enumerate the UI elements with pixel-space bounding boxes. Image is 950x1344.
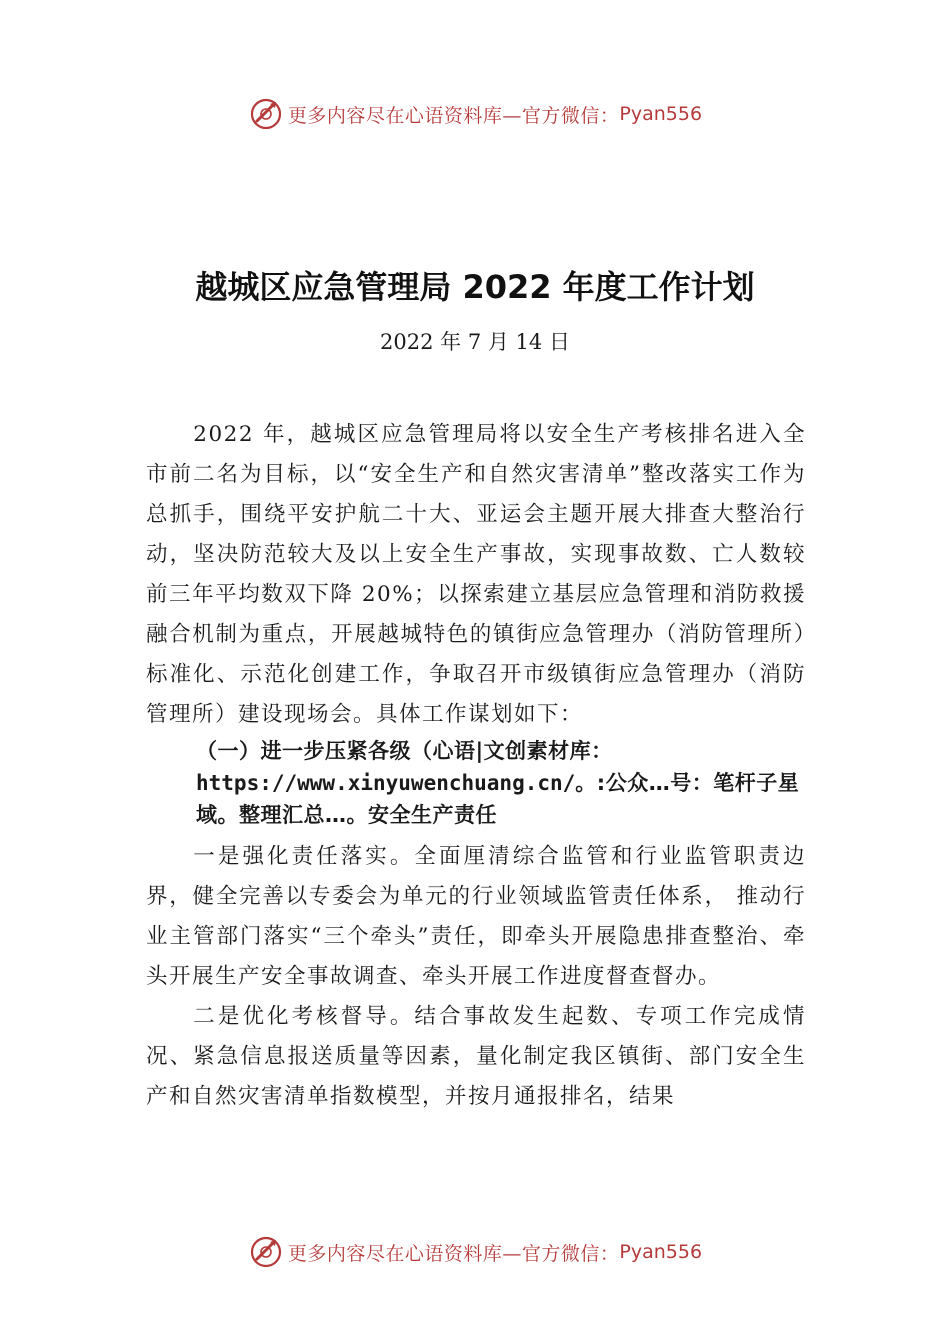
- banner-wechat-id: Pyan556: [619, 1241, 703, 1263]
- section-heading-url: https://www.xinyuwenchuang.cn/: [196, 771, 576, 795]
- intro-paragraph: 2022 年，越城区应急管理局将以安全生产考核排名进入全市前二名为目标，以“安全生产和自然灾害清单”整改落实工作为总抓手，围绕平安护航二十大、亚运会主题开展大排查大整治行动，坚决防范较大及以上安全生产事故，实现事故数、亡人数较前三年平均数双下降 20%；以探索建立基层应急管理和消防救援融合机制为重点，开展越城特色的镇街应急管理办（消防管理所）标准化、示范化创建工作，争取召开市级镇街应急管理办（消防管理所）建设现场会。具体工作谋划如下：: [146, 422, 806, 727]
- section-heading-suffix: 。:公众…号：笔杆子星域。整理汇总…。安全生产责任: [196, 771, 800, 827]
- document-date: 2022 年 7 月 14 日: [380, 330, 570, 354]
- banner-wechat-id: Pyan556: [619, 103, 703, 125]
- paragraph-responsibility: 一是强化责任落实。全面厘清综合监管和行业监管职责边界，健全完善以专委会为单元的行业领域监管责任体系， 推动行业主管部门落实“三个牵头”责任，即牵头开展隐患排查整治、牵头开展生产安全事故调查、牵头开展工作进度督查督办。: [146, 844, 806, 989]
- xinyu-logo-icon: [248, 96, 284, 132]
- banner-text: 更多内容尽在心语资料库—官方微信：: [287, 1242, 620, 1265]
- header-watermark-banner: [0, 94, 950, 134]
- footer-watermark-banner: [0, 1232, 950, 1272]
- section-heading-prefix: （一）进一步压紧各级（心语|文创素材库：: [196, 739, 613, 763]
- document-title: 越城区应急管理局 2022 年度工作计划: [195, 268, 755, 306]
- document-body: [146, 415, 806, 1117]
- paragraph-assessment: 二是优化考核督导。结合事故发生起数、专项工作完成情况、紧急信息报送质量等因素，量化制定我区镇街、部门安全生产和自然灾害清单指数模型，并按月通报排名，结果: [146, 1004, 806, 1109]
- xinyu-logo-icon: [248, 1234, 284, 1270]
- banner-text: 更多内容尽在心语资料库—官方微信：: [287, 104, 620, 127]
- section-heading-1: [146, 735, 836, 831]
